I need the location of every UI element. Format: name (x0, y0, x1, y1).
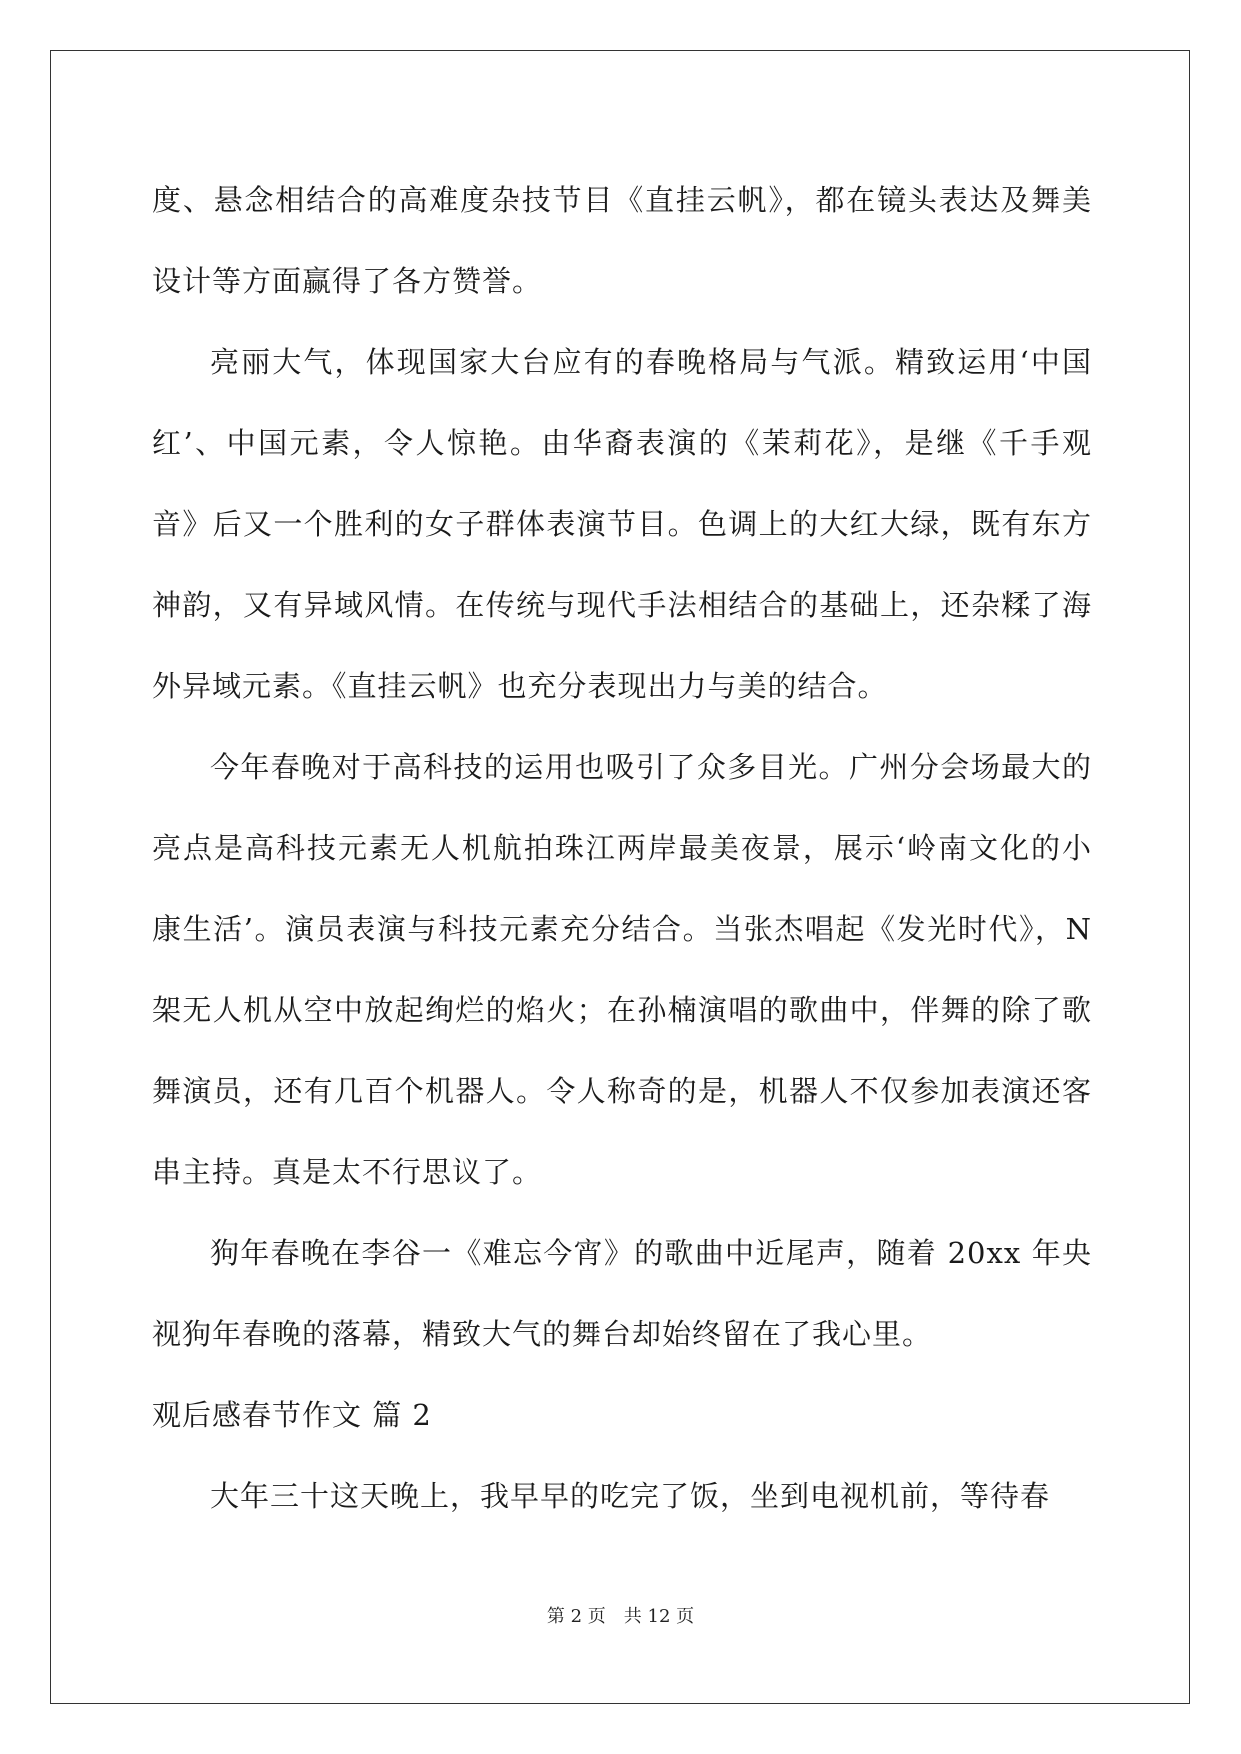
paragraph: 度、悬念相结合的高难度杂技节目《直挂云帆》，都在镜头表达及舞美设计等方面赢得了各方赞誉。 (152, 183, 1092, 298)
paragraph: 大年三十这天晚上，我早早的吃完了饭，坐到电视机前，等待春 (210, 1479, 1051, 1513)
section-heading: 观后感春节作文 篇 2 (152, 1398, 432, 1432)
document-body (152, 160, 1092, 1537)
paragraph: 狗年春晚在李谷一《难忘今宵》的歌曲中近尾声，随着 20xx 年央视狗年春晚的落幕，精致大气的舞台却始终留在了我心里。 (152, 1236, 1092, 1351)
page-number-footer: 第 2 页 共 12 页 (546, 1606, 695, 1627)
paragraph: 今年春晚对于高科技的运用也吸引了众多目光。广州分会场最大的亮点是高科技元素无人机航拍珠江两岸最美夜景，展示‘岭南文化的小康生活’。演员表演与科技元素充分结合。当张杰唱起《发光时代》，N 架无人机从空中放起绚烂的焰火；在孙楠演唱的歌曲中，伴舞的除了歌舞演员，还有几百个机器人。令人称奇的是，机器人不仅参加表演还客串主持。真是太不行思议了。 (152, 750, 1092, 1189)
paragraph: 亮丽大气，体现国家大台应有的春晚格局与气派。精致运用‘中国红’、中国元素，令人惊艳。由华裔表演的《茉莉花》，是继《千手观音》后又一个胜利的女子群体表演节目。色调上的大红大绿，既有东方神韵，又有异域风情。在传统与现代手法相结合的基础上，还杂糅了海外异域元素。《直挂云帆》也充分表现出力与美的结合。 (152, 345, 1092, 703)
